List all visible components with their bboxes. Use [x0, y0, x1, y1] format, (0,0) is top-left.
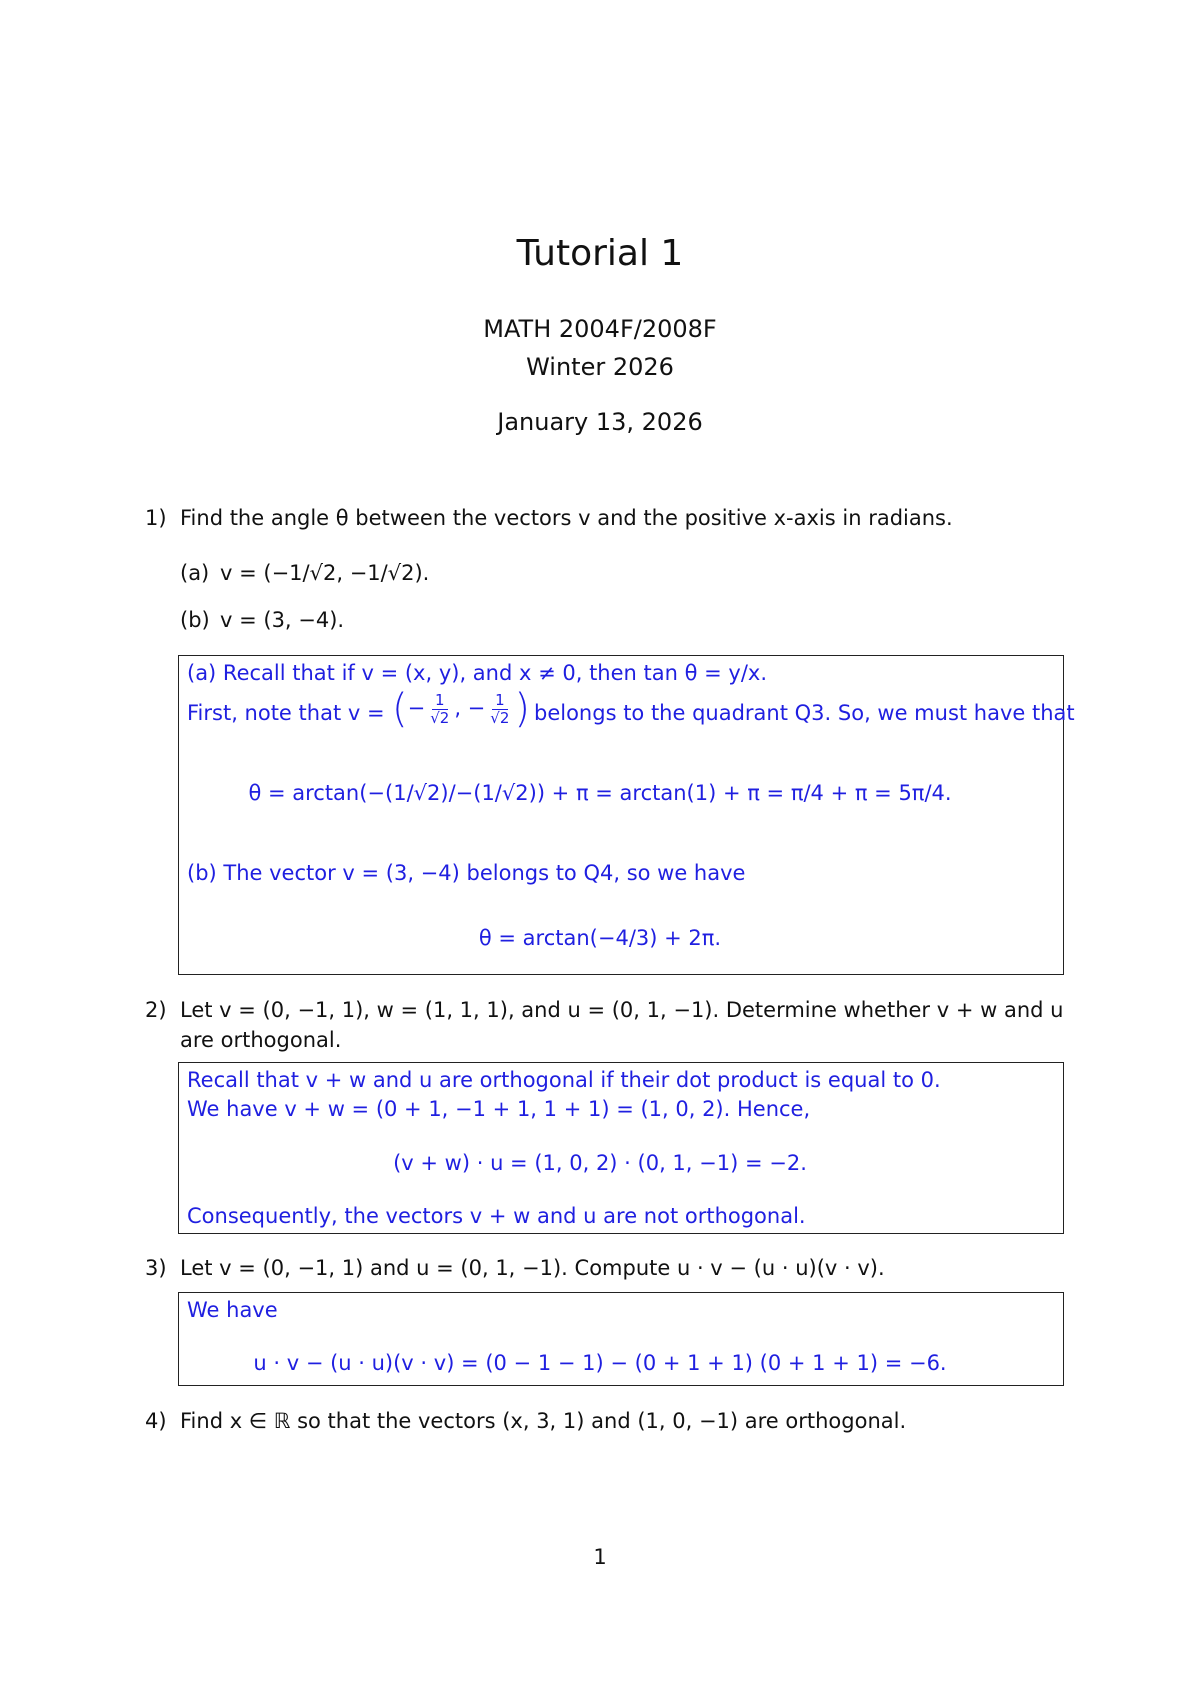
question-1a-label: (a)	[180, 561, 210, 585]
solution-1b-equation: θ = arctan(−4/3) + 2π.	[478, 926, 722, 950]
solution-1a-vector: (− $\frac{1}{√2}$ , − $\frac{1}{√2}$ )	[392, 686, 530, 732]
solution-3-equation: u · v − (u · u)(v · v) = (0 − 1 − 1) − (0 + 1 + 1) (0 + 1 + 1) = −6.	[253, 1351, 947, 1375]
question-3-prompt: Let v = (0, −1, 1) and u = (0, 1, −1). Compute u · v − (u · u)(v · v).	[180, 1256, 885, 1280]
question-1b-expression: v = (3, −4).	[220, 608, 345, 632]
page-number: 1	[593, 1545, 607, 1569]
solution-2-line-2: We have v + w = (0 + 1, −1 + 1, 1 + 1) = (1, 0, 2). Hence,	[187, 1097, 811, 1121]
solution-1a-line-1: (a) Recall that if v = (x, y), and x ≠ 0, then tan θ = y/x.	[187, 661, 768, 685]
question-1-prompt: Find the angle θ between the vectors v and the positive x-axis in radians.	[180, 506, 953, 530]
question-4-number: 4)	[145, 1409, 167, 1433]
term: Winter 2026	[526, 353, 674, 381]
solution-1a-line-2-start: First, note that v =	[187, 701, 385, 725]
question-3-number: 3)	[145, 1256, 167, 1280]
solution-1a-line-2-end: belongs to the quadrant Q3. So, we must have that	[534, 701, 1075, 725]
solution-2-line-3: Consequently, the vectors v + w and u are not orthogonal.	[187, 1204, 806, 1228]
course-code: MATH 2004F/2008F	[483, 315, 717, 343]
date: January 13, 2026	[497, 408, 703, 436]
question-1b-label: (b)	[180, 608, 210, 632]
solution-2-equation: (v + w) · u = (1, 0, 2) · (0, 1, −1) = −2.	[393, 1151, 807, 1175]
question-4-prompt: Find x ∈ ℝ so that the vectors (x, 3, 1) and (1, 0, −1) are orthogonal.	[180, 1409, 907, 1433]
page-title: Tutorial 1	[516, 233, 684, 274]
question-2-prompt-line-2: are orthogonal.	[180, 1028, 342, 1052]
solution-3-line-1: We have	[187, 1298, 278, 1322]
question-2-prompt-line-1: Let v = (0, −1, 1), w = (1, 1, 1), and u = (0, 1, −1). Determine whether v + w and u	[180, 998, 1064, 1022]
solution-1b-line: (b) The vector v = (3, −4) belongs to Q4, so we have	[187, 861, 746, 885]
solution-2-line-1: Recall that v + w and u are orthogonal if their dot product is equal to 0.	[187, 1068, 941, 1092]
question-1a-expression: v = (−1/√2, −1/√2).	[220, 561, 430, 585]
question-1-number: 1)	[145, 506, 167, 530]
question-2-number: 2)	[145, 998, 167, 1022]
solution-1a-equation: θ = arctan(−(1/√2)/−(1/√2)) + π = arctan(1) + π = π/4 + π = 5π/4.	[248, 781, 952, 805]
